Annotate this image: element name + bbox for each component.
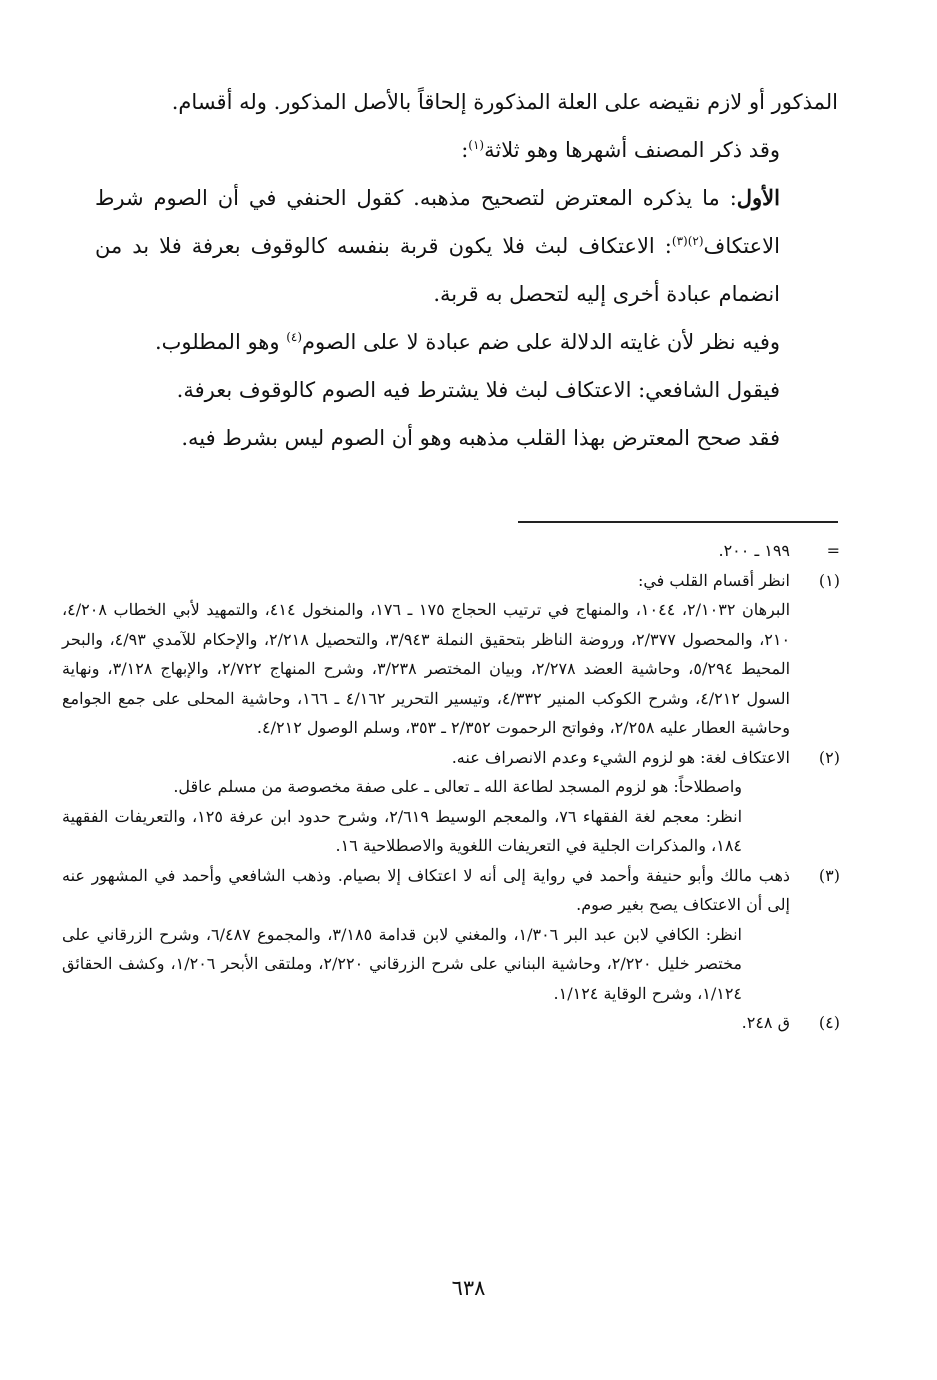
continuation-marker: = — [826, 541, 840, 560]
footnote-4: (٤) ق ٢٤٨. — [62, 1008, 840, 1038]
footnote-ref-1: (١) — [468, 138, 485, 152]
section-label-first: الأول — [736, 185, 780, 210]
footnote-ref-4: (٤) — [286, 330, 303, 344]
footnote-1: (١) انظر أقسام القلب في: البرهان ٢/١٠٣٢، ١٠٤٤، والمنهاج في ترتيب الحجاج ١٧٥ ـ ١٧٦، والمنخول ٤١٤، والتمهيد لأبي الخطاب ٤/٢٠٨، ٢١٠، والمحصول ٢/٣٧٧، وروضة الناظر بتحقيق النملة ٣/٩٤٣، والتحصيل ٢/٢١٨، والإحكام للآمدي ٤/٩٣، والبحر المحيط ٥/٢٩٤، وحاشية العضد ٢/٢٧٨، وبيان المختصر ٣/٢٣٨، وشرح المنهاج ٢/٧٢٢، والإبهاج ٣/١٢٨، ونهاية السول ٤/٢١٢، وشرح الكوكب المنير ٤/٣٣٢، وتيسير التحرير ٤/١٦٢ ـ ١٦٦، وحاشية المحلى على جمع الجوامع وحاشية العطار عليه ٢/٢٥٨، وفواتح الرحموت ٢/٣٥٢ ـ ٣٥٣، وسلم الوصول ٤/٢١٢. — [62, 566, 840, 743]
paragraph-3: الأول: ما يذكره المعترض لتصحيح مذهبه. كقول الحنفي في أن الصوم شرط الاعتكاف$^{(٢)(٣)}$: الاعتكاف لبث فلا يكون قربة بنفسه كالوقوف بعرفة فلا بد من انضمام عبادة أخرى إليه لتحصل به قربة. — [95, 185, 780, 306]
footnote-3: (٣) ذهب مالك وأبو حنيفة وأحمد في رواية إلى أنه لا اعتكاف إلا بصيام. وذهب الشافعي وأحمد في المشهور عنه إلى أن الاعتكاف يصح بغير صوم. انظر: الكافي لابن عبد البر ١/٣٠٦، والمغني لابن قدامة ٣/١٨٥، والمجموع ٦/٤٨٧، وشرح الزرقاني على مختصر خليل ٢/٢٢٠، وحاشية البناني على شرح الزرقاني ٢/٢٢٠، وملتقى الأبحر ١/٢٠٦، وكشف الحقائق ١/١٢٤، وشرح الوقاية ١/١٢٤. — [62, 861, 840, 1009]
page-number: ٦٣٨ — [451, 1276, 486, 1300]
paragraph-5: فيقول الشافعي: الاعتكاف لبث فلا يشترط فيه الصوم كالوقوف بعرفة. — [176, 378, 780, 402]
paragraph-1: المذكور أو لازم نقيضه على العلة المذكورة إلحاقاً بالأصل المذكور. وله أقسام. — [171, 90, 838, 114]
footnote-number: (٣) — [818, 865, 840, 885]
footnote-number: (٢) — [818, 747, 840, 767]
footnote-2: (٢) الاعتكاف لغة: هو لزوم الشيء وعدم الانصراف عنه. واصطلاحاً: هو لزوم المسجد لطاعة الله ـ تعالى ـ على صفة مخصوصة من مسلم عاقل. انظر: معجم لغة الفقهاء ٧٦، والمعجم الوسيط ٢/٦١٩، وشرح حدود ابن عرفة ١٢٥، والتعريفات الفقهية ١٨٤، والمذكرات الجلية في التعريفات اللغوية والاصطلاحية ١٦. — [62, 743, 840, 861]
main-text — [95, 78, 838, 462]
footnote-ref-2-3: (٢)(٣) — [671, 234, 704, 248]
footnote-number: (٤) — [818, 1013, 840, 1032]
paragraph-2: وقد ذكر المصنف أشهرها وهو ثلاثة$^{(١)}$: — [461, 138, 780, 162]
footnotes — [62, 536, 840, 1038]
footnote-continuation: = ١٩٩ ـ ٢٠٠. — [62, 536, 840, 566]
footnote-separator — [518, 521, 838, 523]
footnote-number: (١) — [818, 570, 840, 590]
paragraph-6: فقد صحح المعترض بهذا القلب مذهبه وهو أن الصوم ليس بشرط فيه. — [181, 426, 780, 450]
paragraph-4: وفيه نظر لأن غايته الدلالة على ضم عبادة لا على الصوم$^{(٤)}$ وهو المطلوب. — [154, 330, 780, 354]
